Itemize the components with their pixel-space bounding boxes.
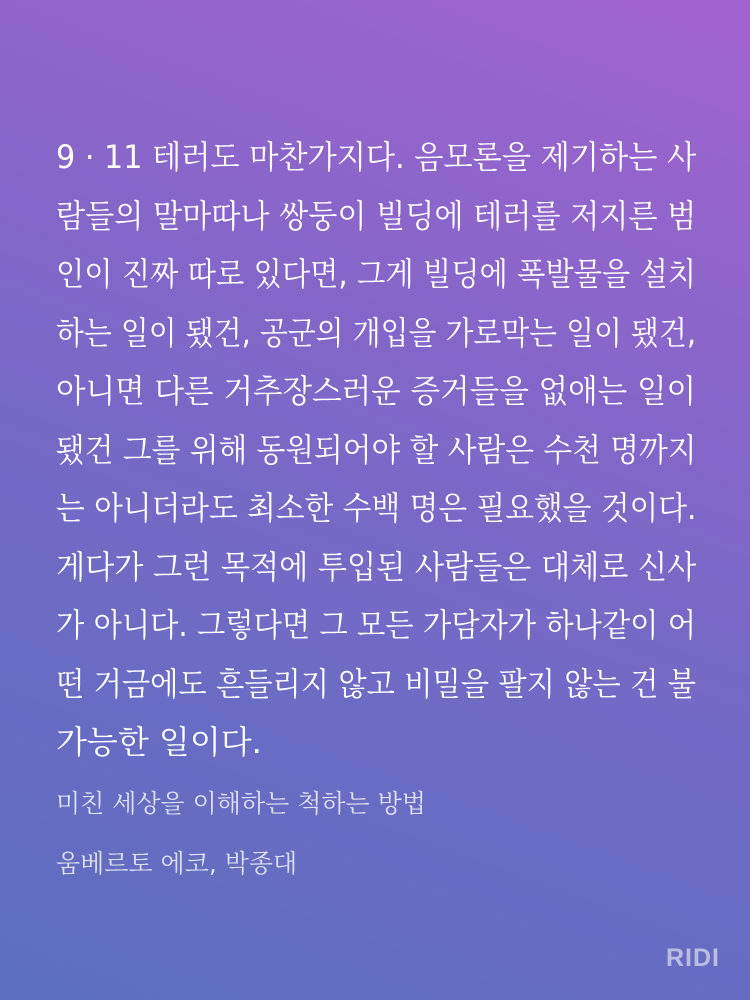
ridi-logo: RIDI	[666, 944, 720, 972]
quote-line: 됐건 그를 위해 동원되어야 할 사람은 수천 명까지	[56, 430, 697, 469]
quote-line: 는 아니더라도 최소한 수백 명은 필요했을 것이다.	[56, 489, 697, 527]
quote-text	[56, 128, 696, 772]
quote-line: 가 아니다. 그렇다면 그 모든 가담자가 하나같이 어	[56, 606, 696, 644]
book-title: 미친 세상을 이해하는 척하는 방법	[56, 789, 426, 818]
quote-line: 아니면 다른 거추장스러운 증거들을 없애는 일이	[56, 372, 697, 410]
quote-line: 인이 진짜 따로 있다면, 그게 빌딩에 폭발물을 설치	[56, 255, 696, 293]
quote-line: 9 · 11 테러도 마찬가지다. 음모론을 제기하는 사	[56, 138, 697, 176]
quote-line: 가능한 일이다.	[56, 723, 262, 761]
book-authors: 움베르토 에코, 박종대	[56, 849, 298, 878]
quote-line: 하는 일이 됐건, 공군의 개입을 가로막는 일이 됐건,	[56, 313, 696, 352]
quote-line: 떤 거금에도 흔들리지 않고 비밀을 팔지 않는 건 불	[56, 664, 696, 703]
quote-line: 람들의 말마따나 쌍둥이 빌딩에 테러를 저지른 범	[56, 196, 697, 235]
quote-line: 게다가 그런 목적에 투입된 사람들은 대체로 신사	[56, 547, 697, 586]
